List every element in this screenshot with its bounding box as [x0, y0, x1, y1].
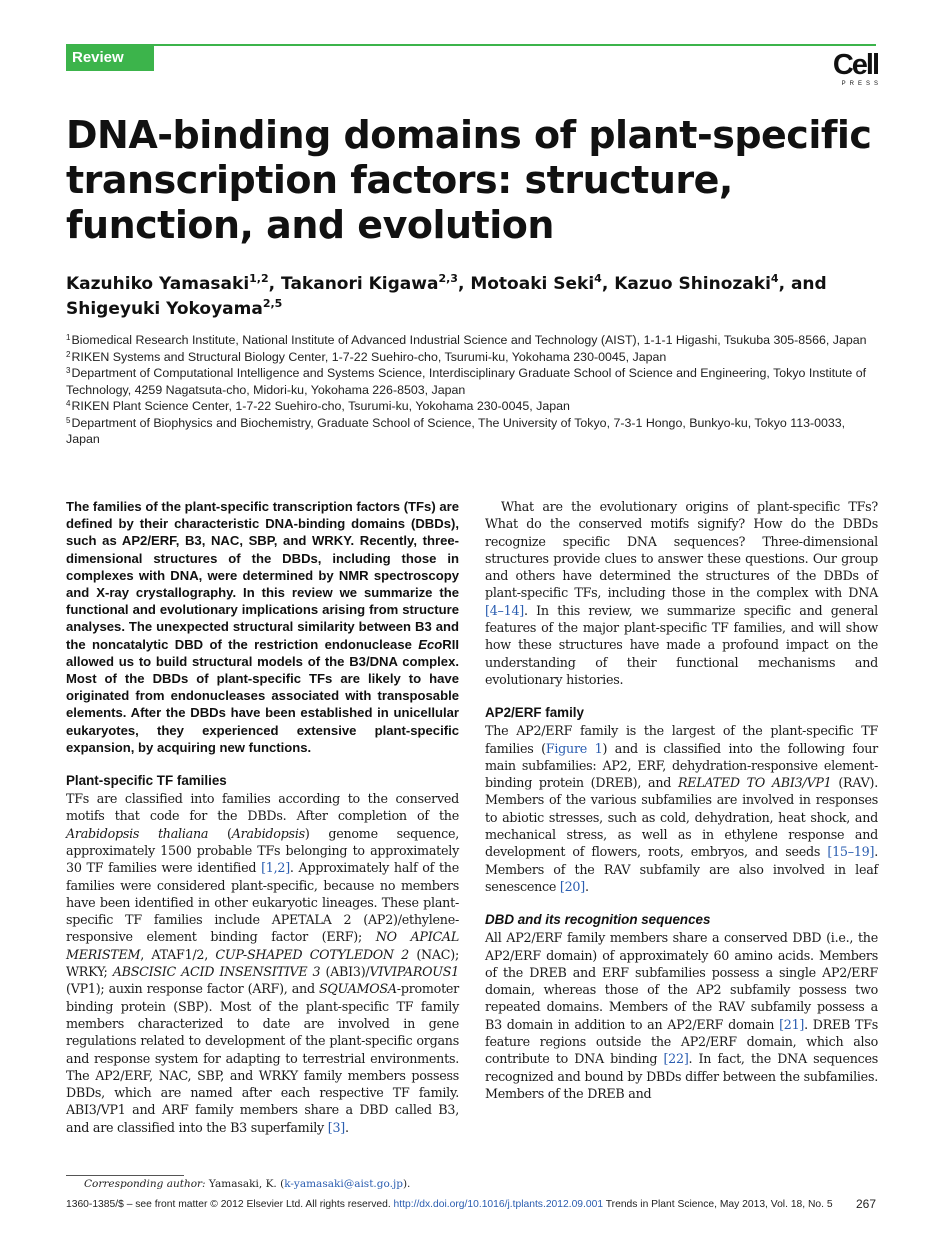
- text-italic: SQUAMOSA: [318, 981, 397, 997]
- affiliation: [66, 398, 878, 415]
- affiliation: [66, 332, 878, 349]
- body-paragraph: [485, 929, 878, 1102]
- subsection-heading: DBD and its recognition sequences: [485, 912, 711, 928]
- citation-link[interactable]: [20]: [559, 878, 585, 894]
- citation-link[interactable]: [21]: [779, 1016, 805, 1032]
- affiliation-num: 4: [66, 399, 71, 408]
- citation-link[interactable]: [22]: [663, 1051, 689, 1067]
- header-rule: [66, 44, 876, 46]
- cell-press-logo: [822, 49, 882, 88]
- text-italic: NO APICAL MERISTEM: [66, 929, 460, 962]
- text-run: .: [345, 1119, 349, 1135]
- footnote-name: Yamasaki, K. (: [205, 1178, 285, 1190]
- text-run: ) genome sequence, approximately 1500 probable TFs belonging to approximately 30 TF families were identified: [66, 825, 460, 876]
- author-sep: ,: [268, 274, 282, 294]
- abstract-text: RII allowed us to build structural models of the B3/DNA complex. Most of the DBDs of plant-specific TFs are likely to have originated from endonucleases associated with transposable elements. After the DBDs have been established in unicellular eukaryotes, they experienced extensive plant-specific expansion, by acquiring new functions.: [66, 636, 459, 755]
- right-column: [485, 498, 878, 1102]
- text-run: ) and is classified into the following four main subfamilies: AP2, ERF, dehydration-responsive element-binding protein (DREB), and: [485, 740, 878, 791]
- footnote-end: ).: [402, 1178, 411, 1190]
- author-name: Motoaki Seki: [470, 274, 595, 294]
- text-run: . Approximately half of the families were considered plant-specific, because no members have been identified in other eukaryotic lineages. These plant-specific TF families include APETALA 2 (AP2)/ethylene-responsive element binding factor (ERF);: [66, 860, 459, 945]
- text-italic: ABSCISIC ACID INSENSITIVE 3: [112, 964, 321, 980]
- text-run: , ATAF1/2,: [140, 946, 216, 962]
- author-affil: 2,5: [262, 297, 283, 310]
- text-run: (: [208, 825, 232, 841]
- footnote-rule: [66, 1175, 184, 1176]
- affiliation: [66, 415, 878, 448]
- affiliations: [66, 332, 878, 448]
- article-title: DNA-binding domains of plant-specific transcription factors: structure, function, and evolution: [66, 113, 872, 247]
- figure-link[interactable]: Figure 1: [545, 740, 603, 756]
- affiliation-num: 2: [66, 349, 71, 359]
- author-sep: , and: [778, 274, 827, 294]
- text-run: . DREB TFs feature regions outside the AP2/ERF domain, which also contribute to DNA binding: [485, 1016, 879, 1067]
- left-column: [66, 498, 459, 1136]
- footer-journal: Trends in Plant Science, May 2013, Vol. 18, No. 5: [603, 1199, 833, 1210]
- author-affil: 2,3: [438, 272, 458, 285]
- body-paragraph: [66, 790, 459, 1136]
- footnote-label: Corresponding author:: [84, 1178, 206, 1190]
- section-heading: Plant-specific TF families: [66, 773, 227, 789]
- affiliation: [66, 365, 878, 398]
- author-list: [66, 272, 886, 322]
- email-link[interactable]: k-yamasaki@aist.go.jp: [284, 1178, 403, 1190]
- affiliation: [66, 349, 878, 366]
- section-heading: AP2/ERF family: [485, 705, 584, 721]
- text-run: (RAV). Members of the various subfamilies are involved in responses to abiotic stresses, such as cold, dehydration, heat shock, and mechanical stress, as well as in ethylene response and development of flowers, roots, embryos, and seeds: [485, 775, 879, 860]
- page-footer: [66, 1198, 878, 1212]
- affiliation-text: RIKEN Systems and Structural Biology Center, 1-7-22 Suehiro-cho, Tsurumi-ku, Yokohama 230-0045, Japan: [71, 349, 667, 364]
- affiliation-num: 3: [66, 366, 71, 375]
- author-affil: 1,2: [249, 272, 269, 285]
- text-run: (NAC); WRKY;: [66, 946, 459, 980]
- text-run: All AP2/ERF family members share a conserved DBD (i.e., the AP2/ERF domain) of approximately 60 amino acids. Members of the DREB and ERF subfamilies possess a single AP2/ERF domain, whereas those of the AP2 subfamily possess two repeated domains. Members of the RAV subfamily possess a B3 domain in addition to an AP2/ERF domain: [485, 930, 878, 1032]
- affiliation-num: 5: [66, 415, 71, 425]
- affiliation-text: Biomedical Research Institute, National Institute of Advanced Industrial Science and Technology (AIST), 1-1-1 Higashi, Tsukuba 305-8566, Japan: [71, 333, 867, 347]
- affiliation-text: RIKEN Plant Science Center, 1-7-22 Suehiro-cho, Tsurumi-ku, Yokohama 230-0045, Japan: [71, 399, 570, 413]
- affiliation-text: Department of Biophysics and Biochemistry, Graduate School of Science, The University of Tokyo, 7-3-1 Hongo, Bunkyo-ku, Tokyo 113-0033, Japan: [66, 415, 846, 446]
- abstract: [66, 498, 459, 756]
- author-name: Takanori Kigawa: [281, 274, 439, 294]
- affiliation-text: Department of Computational Intelligence and Systems Science, Interdisciplinary Graduate School of Science and Engineering, Tokyo Institute of Technology, 4259 Nagatsuta-cho, Midori-ku, Yokohama 226-8503, Japan: [66, 366, 867, 397]
- logo-wordmark: Cell: [832, 49, 878, 81]
- text-run: . Members of the RAV subfamily are also involved in leaf senescence: [485, 844, 878, 894]
- citation-link[interactable]: [15–19]: [827, 844, 875, 860]
- citation-link[interactable]: [1,2]: [261, 860, 290, 876]
- abstract-text: The families of the plant-specific transcription factors (TFs) are defined by their characteristic DNA-binding domains (DBDs), such as AP2/ERF, B3, NAC, SBP, and WRKY. Recently, three-dimensional structures of the DBDs, including those in complexes with DNA, were determined by NMR spectroscopy and X-ray crystallography. In this review we summarize the functional and evolutionary implications arising from structure analyses. The unexpected structural similarity between B3 and the noncatalytic DBD of the restriction endonuclease: [66, 499, 459, 652]
- doi-link[interactable]: http://dx.doi.org/10.1016/j.tplants.2012.09.001: [393, 1199, 604, 1210]
- footer-issn: 1360-1385/$ – see front matter © 2012 Elsevier Ltd. All rights reserved.: [66, 1199, 394, 1210]
- author-affil: 4: [770, 272, 779, 285]
- review-tag: Review: [66, 44, 154, 71]
- author-sep: ,: [601, 274, 615, 294]
- body-paragraph: [485, 722, 878, 895]
- author-name: Shigeyuki Yokoyama: [66, 299, 263, 319]
- abstract-italic: Eco: [418, 636, 443, 652]
- text-run: . In fact, the DNA sequences recognized and bound by DBDs differ between the subfamilies. Members of the DREB and: [485, 1051, 878, 1101]
- author-sep: ,: [457, 274, 471, 294]
- text-italic: VIVIPAROUS1: [369, 964, 459, 980]
- citation-link[interactable]: [4–14]: [485, 602, 524, 618]
- affiliation-num: 1: [66, 333, 71, 342]
- citation-link[interactable]: [3]: [327, 1119, 345, 1135]
- text-run: What are the evolutionary origins of plant-specific TFs? What do the conserved motifs signify? How do the DBDs recognize specific DNA sequences? Three-dimensional structures provide clues to answer these questions. Our group and others have determined the structures of the DBDs of plant-specific TFs, including those in the complex with DNA: [485, 499, 878, 601]
- corresponding-author-note: [84, 1177, 410, 1191]
- text-run: -promoter binding protein (SBP). Most of the plant-specific TF family members characterized to date are involved in gene regulations related to development of the plant-specific organs and response system for adapting to terrestrial environments. The AP2/ERF, NAC, SBP, and WRKY family members possess DBDs, which are named after each respective TF family. ABI3/VP1 and ARF family members share a DBD called B3, and are classified into the B3 superfamily: [66, 981, 459, 1135]
- page-number: 267: [855, 1197, 876, 1211]
- text-run: TFs are classified into families according to the conserved motifs that code for the DBDs. After completion of the: [66, 791, 459, 824]
- body-paragraph: [485, 498, 878, 688]
- text-run: The AP2/ERF family is the largest of the plant-specific TF families (: [485, 723, 878, 756]
- text-italic: RELATED TO ABI3/VP1: [677, 775, 832, 791]
- text-italic: Arabidopsis thaliana: [66, 825, 209, 841]
- author-name: Kazuo Shinozaki: [614, 274, 771, 294]
- author-name: Kazuhiko Yamasaki: [66, 274, 250, 294]
- text-run: (VP1); auxin response factor (ARF), and: [66, 981, 319, 997]
- text-run: (ABI3)/: [320, 964, 370, 980]
- text-run: . In this review, we summarize specific and general features of the major plant-specific TF families, and will show how these structures have made a profound impact on the understanding of their functional mechanisms and evolutionary histories.: [485, 602, 878, 687]
- text-run: .: [584, 878, 589, 894]
- logo-subtitle: PRESS: [841, 81, 882, 87]
- text-italic: Arabidopsis: [231, 825, 305, 841]
- text-italic: CUP-SHAPED COTYLEDON 2: [215, 946, 409, 962]
- author-affil: 4: [594, 272, 602, 285]
